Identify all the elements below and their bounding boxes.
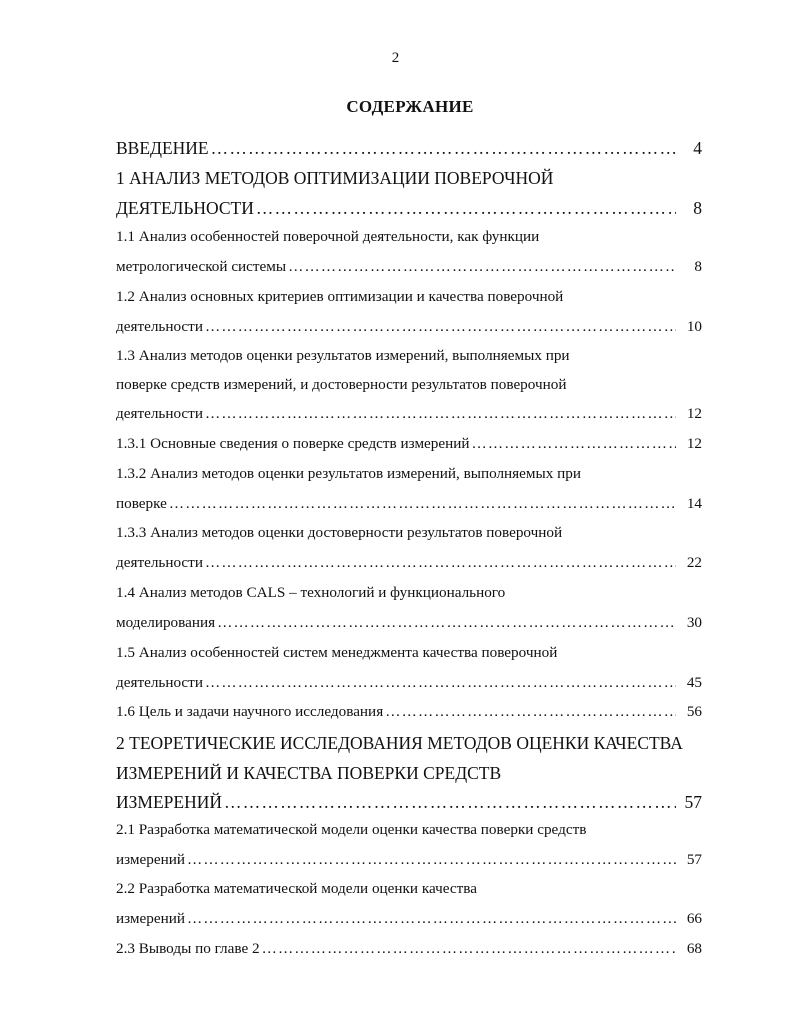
toc-entry-label: деятельности: [116, 405, 203, 422]
toc-entry-label: 1.4 Анализ методов CALS – технологий и функционального: [116, 584, 506, 601]
toc-title: СОДЕРЖАНИЕ: [346, 97, 474, 116]
toc-leader-dots: [169, 495, 676, 513]
toc-leader-dots: [224, 792, 676, 813]
toc-entry-1-3-1[interactable]: [116, 435, 702, 453]
toc-entry-label: 2 ТЕОРЕТИЧЕСКИЕ ИССЛЕДОВАНИЯ МЕТОДОВ ОЦЕНКИ КАЧЕСТВА: [116, 733, 683, 753]
toc-leader-dots: [187, 910, 676, 928]
toc-entry-1-3-3[interactable]: [116, 524, 702, 572]
toc-leader-dots: [205, 318, 676, 336]
toc-entry-introduction[interactable]: [116, 138, 702, 159]
toc-entry-2-1[interactable]: [116, 821, 702, 869]
toc-page-number: 22: [686, 554, 702, 571]
toc-entry-label: 2.3 Выводы по главе 2: [116, 940, 260, 957]
toc-leader-dots: [288, 258, 676, 276]
page-number: 2: [391, 50, 400, 66]
toc-entry-label: 2.1 Разработка математической модели оценки качества поверки средств: [116, 821, 587, 838]
toc-page-number: 68: [686, 940, 702, 957]
toc-page-number: 4: [693, 138, 702, 158]
toc-entry-label: ВВЕДЕНИЕ: [116, 138, 209, 158]
toc-leader-dots: [256, 198, 676, 219]
toc-page-number: 30: [686, 614, 702, 631]
toc-entry-label: метрологической системы: [116, 258, 287, 275]
toc-entry-label: 1.3 Анализ методов оценки результатов измерений, выполняемых при: [116, 347, 570, 364]
toc-entry-1-3-2[interactable]: [116, 465, 702, 513]
toc-page-number: 14: [686, 495, 702, 512]
toc-leader-dots: [211, 138, 676, 159]
toc-entry-1-5[interactable]: [116, 644, 702, 692]
toc-page-number: 57: [684, 792, 702, 812]
toc-entry-chapter-2[interactable]: [116, 733, 702, 813]
toc-leader-dots: [187, 851, 676, 869]
toc-entry-label: 1.1 Анализ особенностей поверочной деятельности, как функции: [116, 228, 540, 245]
toc-entry-label: 1.3.3 Анализ методов оценки достоверности результатов поверочной: [116, 524, 563, 541]
toc-entry-label: моделирования: [116, 614, 216, 631]
toc-page-number: 66: [686, 910, 702, 927]
toc-leader-dots: [205, 674, 676, 692]
toc-entry-2-3[interactable]: [116, 940, 702, 958]
toc-entry-1-3[interactable]: [116, 347, 702, 423]
toc-entry-label: деятельности: [116, 318, 203, 335]
toc-entry-2-2[interactable]: [116, 880, 702, 928]
toc-entry-chapter-1[interactable]: [116, 168, 702, 219]
toc-entry-label: деятельности: [116, 554, 203, 571]
toc-entry-label: 1.6 Цель и задачи научного исследования: [116, 703, 384, 720]
toc-entry-label: поверке: [116, 495, 167, 512]
toc-entry-label: деятельности: [116, 674, 203, 691]
toc-entry-1-2[interactable]: [116, 288, 702, 336]
toc-page-number: 12: [686, 405, 702, 422]
toc-leader-dots: [262, 940, 676, 958]
toc-entry-label: ДЕЯТЕЛЬНОСТИ: [116, 198, 254, 218]
toc-entry-label: ИЗМЕРЕНИЙ И КАЧЕСТВА ПОВЕРКИ СРЕДСТВ: [116, 763, 502, 783]
toc-entry-1-6[interactable]: [116, 703, 702, 721]
toc-entry-label: измерений: [116, 910, 185, 927]
toc-entry-label: 1.3.1 Основные сведения о поверке средств измерений: [116, 435, 470, 452]
toc-page-number: 8: [694, 258, 702, 275]
toc-entry-label: 1.5 Анализ особенностей систем менеджмента качества поверочной: [116, 644, 558, 661]
toc-leader-dots: [205, 405, 676, 423]
toc-entry-label: 2.2 Разработка математической модели оценки качества: [116, 880, 477, 897]
toc-entry-label: 1.2 Анализ основных критериев оптимизации и качества поверочной: [116, 288, 564, 305]
toc-page-number: 56: [686, 703, 702, 720]
toc-entry-1-1[interactable]: [116, 228, 702, 276]
toc-page-number: 8: [693, 198, 702, 218]
toc-page-number: 12: [686, 435, 702, 452]
toc-leader-dots: [217, 614, 676, 632]
toc-entry-label: ИЗМЕРЕНИЙ: [116, 792, 222, 812]
toc-entry-label: 1 АНАЛИЗ МЕТОДОВ ОПТИМИЗАЦИИ ПОВЕРОЧНОЙ: [116, 168, 554, 188]
toc-page-number: 45: [686, 674, 702, 691]
toc-entry-label: поверке средств измерений, и достоверности результатов поверочной: [116, 376, 567, 393]
toc-page-number: 57: [686, 851, 702, 868]
toc-leader-dots: [205, 554, 676, 572]
toc-leader-dots: [472, 435, 676, 453]
toc-entry-1-4[interactable]: [116, 584, 702, 632]
toc-entry-label: 1.3.2 Анализ методов оценки результатов измерений, выполняемых при: [116, 465, 581, 482]
toc-leader-dots: [385, 703, 676, 721]
toc-page-number: 10: [686, 318, 702, 335]
toc-entry-label: измерений: [116, 851, 185, 868]
